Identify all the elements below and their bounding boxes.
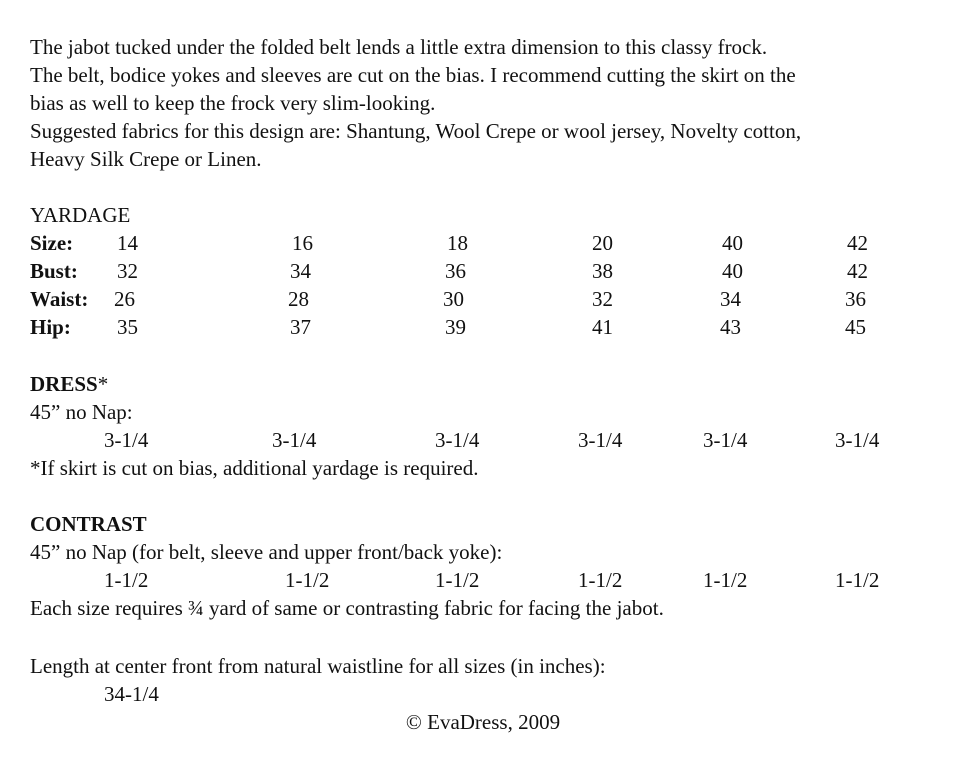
cell: 1-1/2 bbox=[435, 568, 480, 592]
contrast-note: Each size requires ¾ yard of same or contrasting fabric for facing the jabot. bbox=[30, 596, 664, 620]
cell: 14 bbox=[117, 231, 138, 255]
contrast-fabric: 45” no Nap (for belt, sleeve and upper front/back yoke): bbox=[30, 540, 503, 564]
cell: 45 bbox=[845, 315, 866, 339]
cell: 28 bbox=[288, 287, 309, 311]
dress-fabric: 45” no Nap: bbox=[30, 400, 133, 424]
row-label: Bust: bbox=[30, 259, 78, 283]
hip-row bbox=[0, 313, 966, 341]
intro-line-3: bias as well to keep the frock very slim-looking. bbox=[30, 91, 436, 115]
dress-heading-text: DRESS bbox=[30, 372, 98, 396]
cell: 3-1/4 bbox=[835, 428, 880, 452]
contrast-heading: CONTRAST bbox=[30, 512, 147, 536]
row-label: Waist: bbox=[30, 287, 89, 311]
cell: 34 bbox=[290, 259, 311, 283]
length-label: Length at center front from natural waistline for all sizes (in inches): bbox=[30, 654, 606, 678]
cell: 41 bbox=[592, 315, 613, 339]
dress-heading-mark: * bbox=[97, 372, 109, 396]
intro-line-5: Heavy Silk Crepe or Linen. bbox=[30, 147, 262, 171]
cell: 42 bbox=[847, 259, 868, 283]
cell: 1-1/2 bbox=[578, 568, 623, 592]
cell: 40 bbox=[722, 259, 743, 283]
cell: 36 bbox=[845, 287, 866, 311]
intro-line-4: Suggested fabrics for this design are: Shantung, Wool Crepe or wool jersey, Novelty cotton, bbox=[30, 119, 802, 143]
cell: 1-1/2 bbox=[703, 568, 748, 592]
dress-yardage-row bbox=[0, 426, 966, 454]
dress-heading bbox=[30, 370, 108, 398]
intro-line-2: The belt, bodice yokes and sleeves are cut on the bias. I recommend cutting the skirt on the bbox=[30, 63, 796, 87]
contrast-yardage-row bbox=[0, 566, 966, 594]
cell: 3-1/4 bbox=[578, 428, 623, 452]
cell: 36 bbox=[445, 259, 466, 283]
size-row bbox=[0, 229, 966, 257]
cell: 30 bbox=[443, 287, 464, 311]
waist-row bbox=[0, 285, 966, 313]
cell: 3-1/4 bbox=[703, 428, 748, 452]
cell: 1-1/2 bbox=[285, 568, 330, 592]
cell: 16 bbox=[292, 231, 313, 255]
cell: 38 bbox=[592, 259, 613, 283]
cell: 3-1/4 bbox=[104, 428, 149, 452]
cell: 1-1/2 bbox=[835, 568, 880, 592]
cell: 35 bbox=[117, 315, 138, 339]
cell: 18 bbox=[447, 231, 468, 255]
cell: 32 bbox=[592, 287, 613, 311]
dress-note: *If skirt is cut on bias, additional yardage is required. bbox=[30, 456, 479, 480]
intro-line-1: The jabot tucked under the folded belt lends a little extra dimension to this classy frock. bbox=[30, 35, 768, 59]
cell: 43 bbox=[720, 315, 741, 339]
cell: 39 bbox=[445, 315, 466, 339]
cell: 3-1/4 bbox=[272, 428, 317, 452]
cell: 37 bbox=[290, 315, 311, 339]
cell: 26 bbox=[114, 287, 135, 311]
cell: 42 bbox=[847, 231, 868, 255]
yardage-heading: YARDAGE bbox=[30, 203, 131, 227]
cell: 34 bbox=[720, 287, 741, 311]
cell: 1-1/2 bbox=[104, 568, 149, 592]
cell: 32 bbox=[117, 259, 138, 283]
row-label: Hip: bbox=[30, 315, 71, 339]
bust-row bbox=[0, 257, 966, 285]
copyright-footer: © EvaDress, 2009 bbox=[405, 710, 561, 734]
row-label: Size: bbox=[30, 231, 74, 255]
cell: 3-1/4 bbox=[435, 428, 480, 452]
cell: 20 bbox=[592, 231, 613, 255]
length-value: 34-1/4 bbox=[104, 682, 159, 706]
cell: 40 bbox=[722, 231, 743, 255]
